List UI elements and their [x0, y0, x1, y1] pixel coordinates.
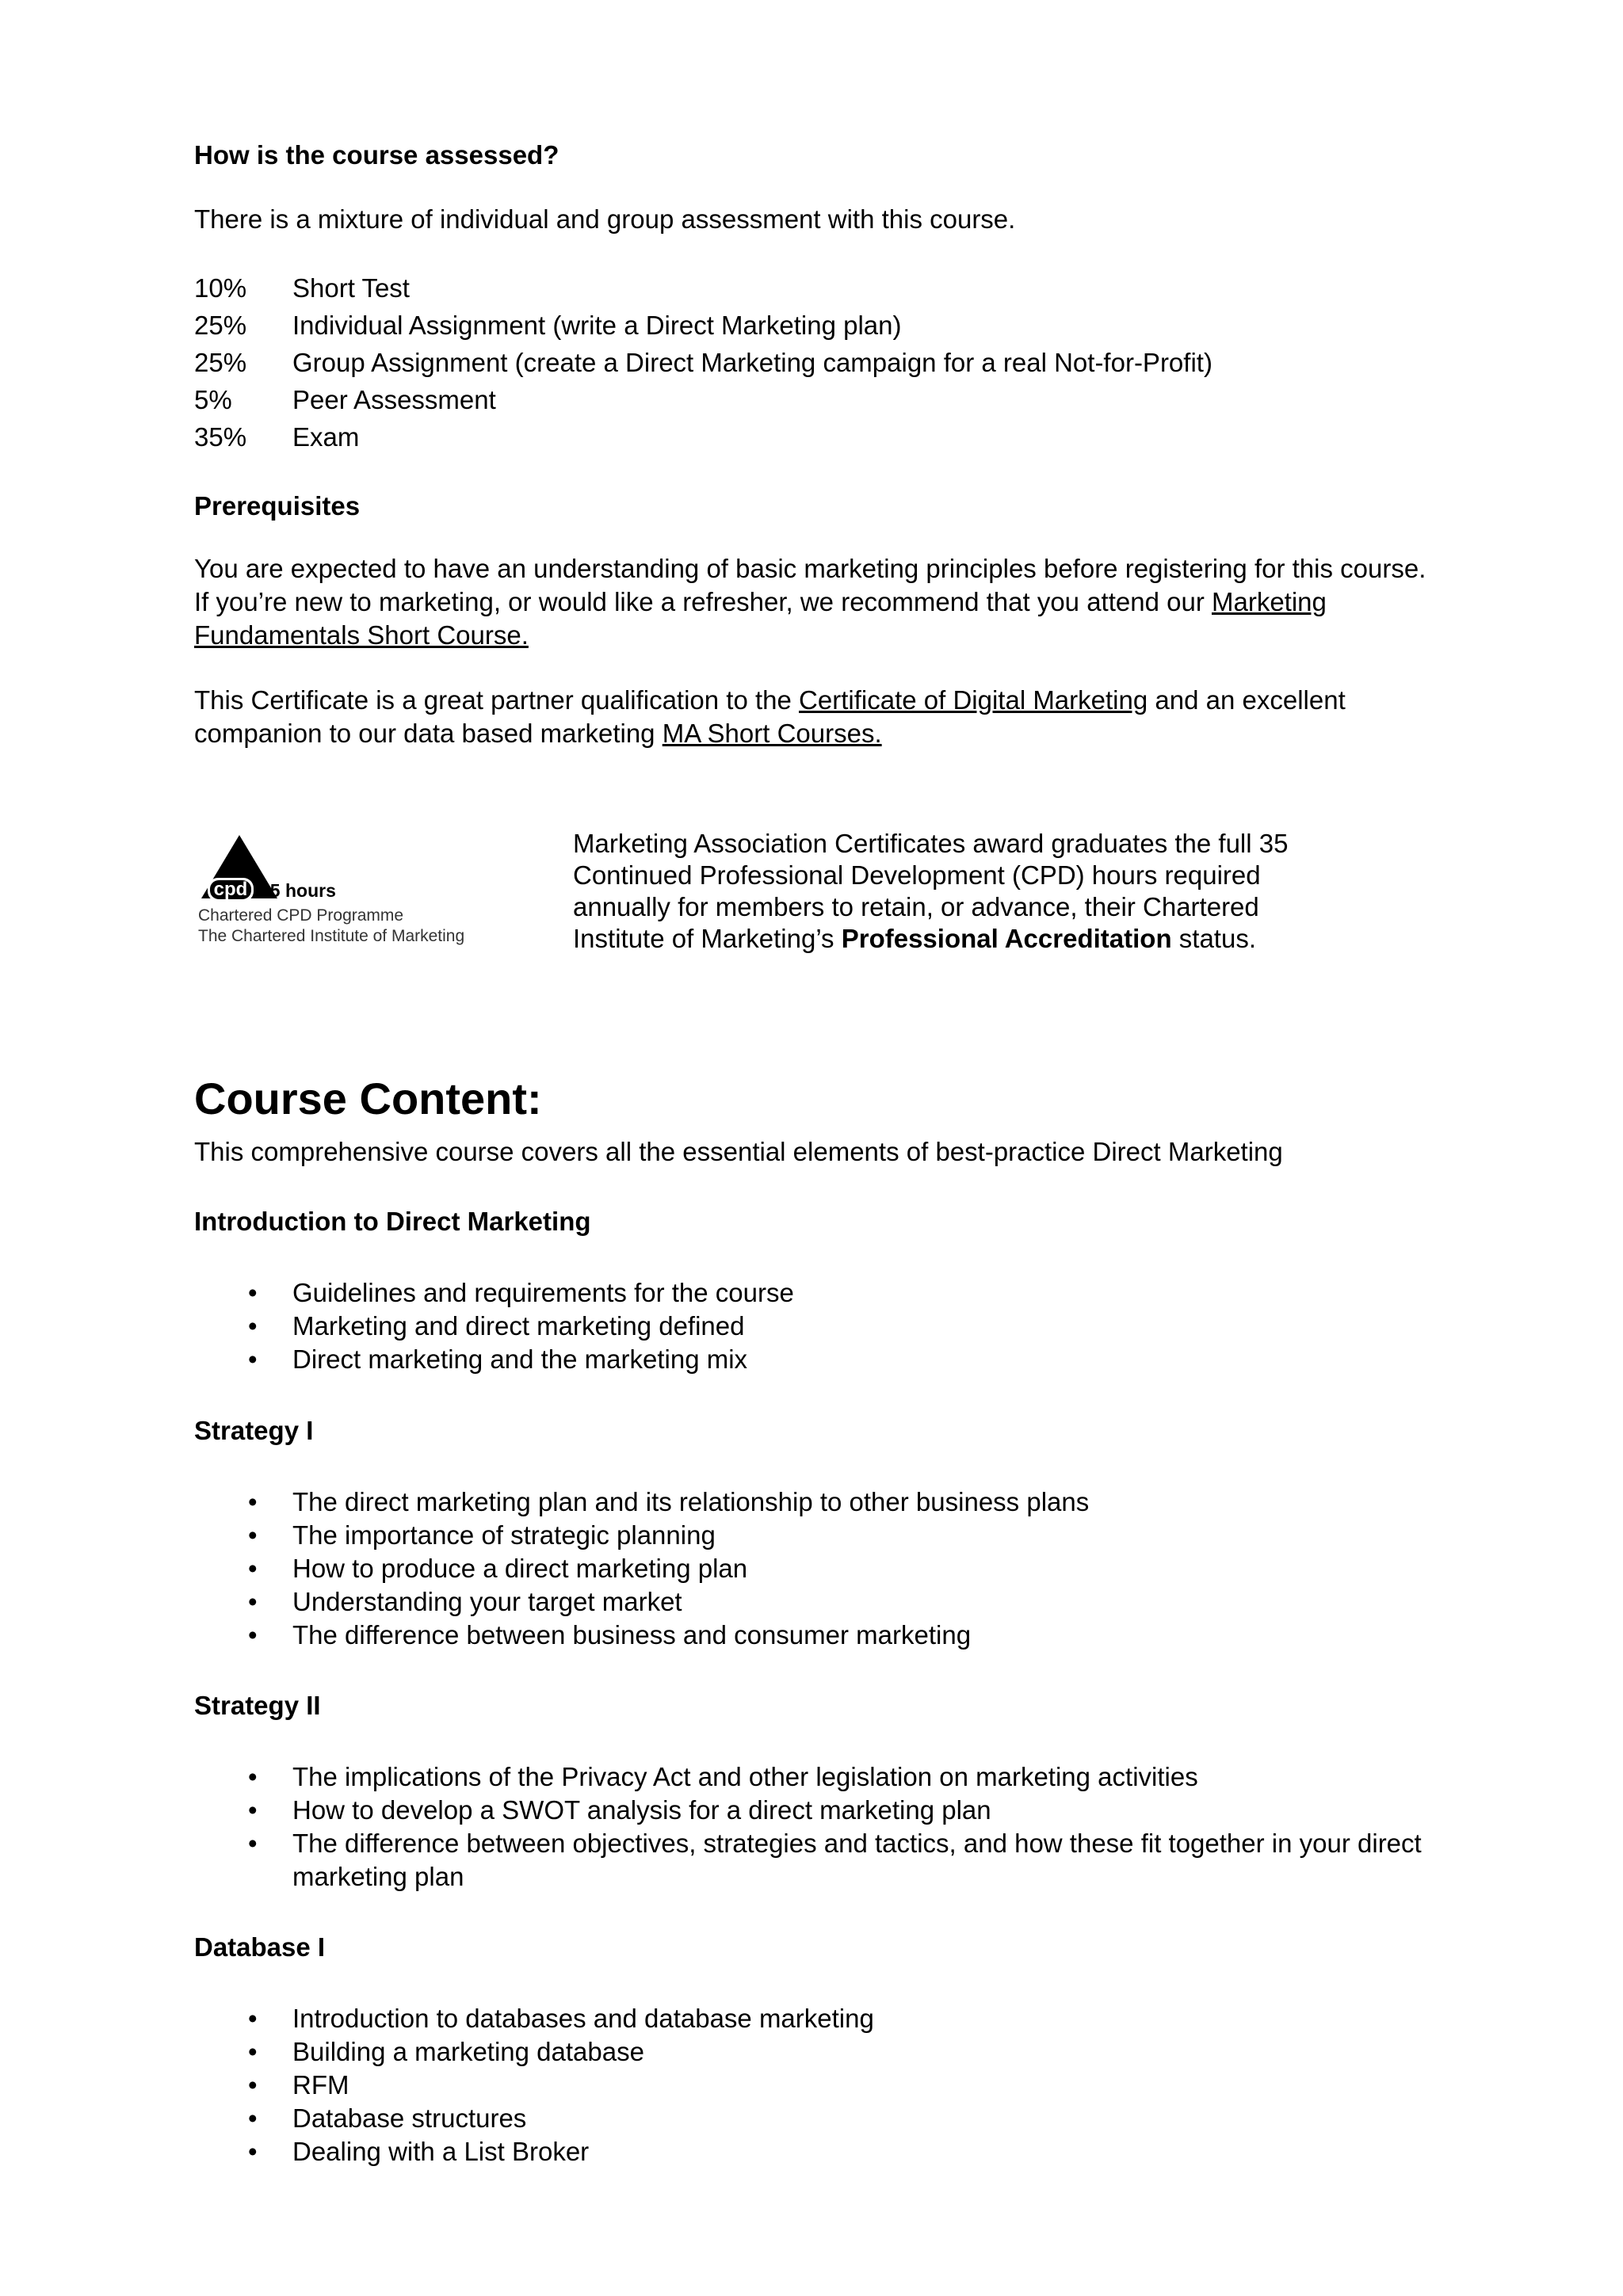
- cim-text: The Chartered Institute of Marketing: [198, 927, 465, 945]
- section-heading: Strategy I: [194, 1416, 314, 1445]
- bullet-list: [194, 2002, 1513, 2168]
- assessment-label: Group Assignment (create a Direct Marketing campaign for a real Not-for-Profit): [292, 348, 1212, 377]
- bullet-icon: •: [248, 1278, 258, 1307]
- assessment-item: [194, 272, 410, 308]
- list-item: • How to produce a direct marketing plan: [194, 1552, 1513, 1585]
- bullet-icon: •: [248, 2004, 258, 2033]
- assessment-label: Exam: [292, 422, 360, 452]
- assessment-item: [194, 309, 902, 345]
- list-item: • Database structures: [194, 2102, 1513, 2135]
- assessment-percent: 25%: [194, 311, 247, 340]
- bullet-icon: •: [248, 2137, 258, 2166]
- list-item: • The direct marketing plan and its relationship to other business plans: [194, 1486, 1513, 1519]
- assessment-percent: 35%: [194, 422, 247, 452]
- prerequisites-heading: Prerequisites: [194, 491, 361, 521]
- partner-text-b: and an excellent companion to our data based marketing: [194, 685, 1346, 748]
- assessment-percent: 25%: [194, 348, 247, 377]
- list-item: • Dealing with a List Broker: [194, 2135, 1513, 2168]
- bullet-icon: •: [248, 1829, 258, 1858]
- assessment-label: Individual Assignment (write a Direct Marketing plan): [292, 311, 902, 340]
- bullet-icon: •: [248, 1487, 258, 1516]
- list-item: • Guidelines and requirements for the course: [194, 1276, 1513, 1310]
- cpd-programme-text: Chartered CPD Programme: [198, 906, 404, 925]
- course-content-intro: This comprehensive course covers all the essential elements of best-practice Direct Marketing: [194, 1137, 1283, 1166]
- partner-paragraph: [194, 684, 1430, 750]
- section-heading: Database I: [194, 1932, 326, 1962]
- bullet-icon: •: [248, 1344, 258, 1374]
- partner-text-a: This Certificate is a great partner qualification to the: [194, 685, 800, 715]
- list-item: • Building a marketing database: [194, 2035, 1513, 2069]
- list-item: • The difference between business and consumer marketing: [194, 1619, 1513, 1652]
- assessment-heading: How is the course assessed?: [194, 140, 559, 170]
- cpd-hours-text: 35 hours: [260, 880, 336, 901]
- cpd-accreditation-text: Professional Accreditation: [841, 924, 1172, 953]
- bullet-icon: •: [248, 1554, 258, 1583]
- cpd-badge-text: cpd: [213, 879, 248, 900]
- bullet-icon: •: [248, 1311, 258, 1341]
- assessment-intro: There is a mixture of individual and group assessment with this course.: [194, 204, 1016, 234]
- assessment-item: [194, 383, 496, 420]
- assessment-percent: 10%: [194, 273, 247, 303]
- marketing-fundamentals-link[interactable]: Marketing Fundamentals Short Course.: [194, 587, 1327, 650]
- prerequisites-text: You are expected to have an understanding of basic marketing principles before registering for this course. If you’re new to marketing, or would like a refresher, we recommend that you attend our: [194, 554, 1426, 616]
- bullet-list: [194, 1760, 1513, 1894]
- ma-short-courses-link[interactable]: MA Short Courses.: [662, 719, 882, 748]
- bullet-icon: •: [248, 2037, 258, 2066]
- bullet-icon: •: [248, 1762, 258, 1791]
- bullet-icon: •: [248, 1795, 258, 1825]
- cpd-text-b: status.: [1171, 924, 1256, 953]
- cpd-triangle-icon: [197, 832, 506, 951]
- bullet-icon: •: [248, 1520, 258, 1550]
- list-item: • How to develop a SWOT analysis for a direct marketing plan: [194, 1794, 1513, 1827]
- bullet-list: [194, 1486, 1513, 1652]
- section-heading: Strategy II: [194, 1691, 321, 1720]
- digital-marketing-certificate-link[interactable]: Certificate of Digital Marketing: [799, 685, 1148, 715]
- list-item: • Introduction to databases and database marketing: [194, 2002, 1513, 2035]
- assessment-percent: 5%: [194, 385, 232, 414]
- list-item: • Direct marketing and the marketing mix: [194, 1343, 1513, 1376]
- list-item: • RFM: [194, 2069, 1513, 2102]
- bullet-icon: •: [248, 1587, 258, 1616]
- bullet-list: [194, 1276, 1513, 1376]
- assessment-label: Peer Assessment: [292, 385, 496, 414]
- cpd-paragraph: [573, 828, 1334, 955]
- bullet-icon: •: [248, 2070, 258, 2100]
- prerequisites-paragraph: [194, 552, 1430, 652]
- assessment-label: Short Test: [292, 273, 410, 303]
- list-item: • The importance of strategic planning: [194, 1519, 1513, 1552]
- list-item: • The difference between objectives, strategies and tactics, and how these fit together in your direct marketing plan: [248, 1829, 1422, 1891]
- cpd-text-a: Marketing Association Certificates award graduates the full 35 Continued Professional Development (CPD) hours required annually for members to retain, or advance, their Chartered Institute of Marketing’s: [573, 829, 1289, 953]
- list-item: • The implications of the Privacy Act and other legislation on marketing activities: [194, 1760, 1513, 1794]
- cpd-logo: [197, 832, 506, 951]
- course-content-title: Course Content:: [194, 1074, 542, 1123]
- bullet-icon: •: [248, 2103, 258, 2133]
- list-item: • Understanding your target market: [194, 1585, 1513, 1619]
- list-item: • Marketing and direct marketing defined: [194, 1310, 1513, 1343]
- assessment-item: [194, 421, 359, 457]
- bullet-icon: •: [248, 1620, 258, 1650]
- assessment-item: [194, 346, 1212, 383]
- section-heading: Introduction to Direct Marketing: [194, 1207, 591, 1236]
